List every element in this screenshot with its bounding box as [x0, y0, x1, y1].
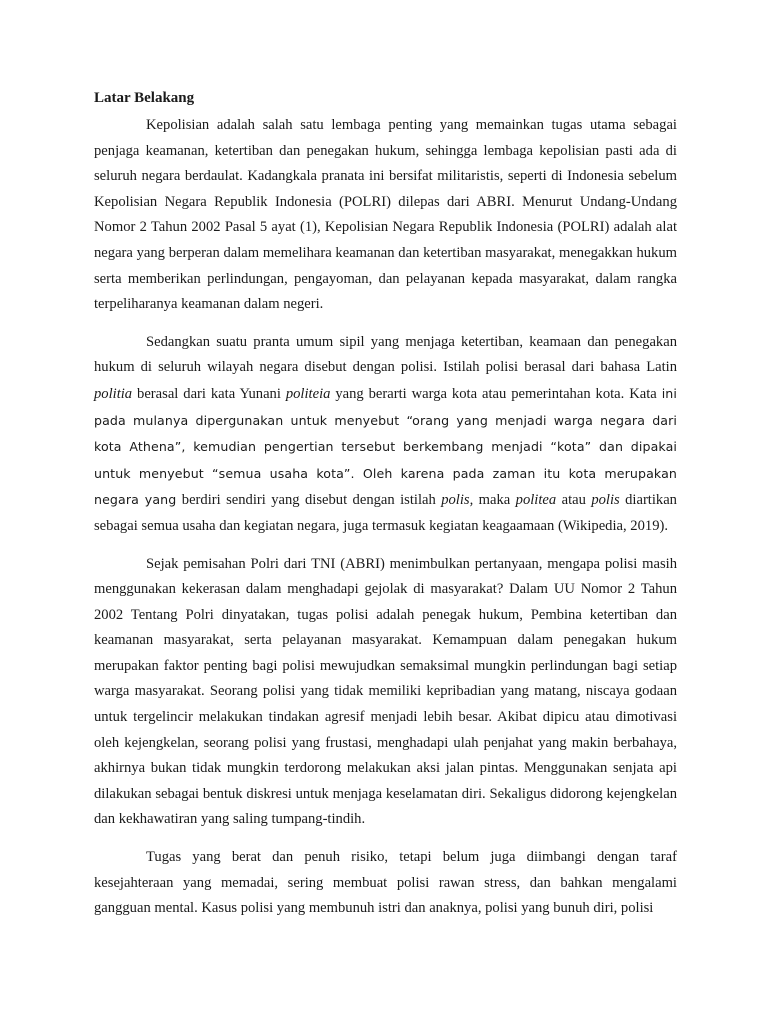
paragraph-2-text-2: berasal dari kata Yunani [132, 385, 286, 402]
paragraph-2 [94, 330, 677, 540]
paragraph-3: Sejak pemisahan Polri dari TNI (ABRI) menimbulkan pertanyaan, mengapa polisi masih menggunakan kekerasan dalam menghadapi gejolak di masyarakat? Dalam UU Nomor 2 Tahun 2002 Tentang Polri dinyatakan, tugas polisi adalah penegak hukum, Pembina ketertiban dan keamanan masyarakat, serta pelayanan masyarakat. Kemampuan dalam penegakan hukum merupakan faktor penting bagi polisi mewujudkan semaksimal mungkin perlindungan bagi setiap warga masyarakat. Seorang polisi yang tidak memiliki kepribadian yang matang, niscaya godaan untuk tergelincir melakukan tindakan agresif menjadi lebih besar. Akibat dipicu atau dimotivasi oleh kejengkelan, seorang polisi yang frustasi, menghadapi ulah penjahat yang makin berbahaya, akhirnya bukan tidak mungkin terdorong melakukan aksi jalan pintas. Menggunakan senjata api dilakukan sebagai bentuk diskresi untuk menjaga keselamatan diri. Sekaligus didorong kejengkelan dan kekhawatiran yang saling tumpang-tindih. [94, 555, 677, 828]
paragraph-2-text-6: maka [473, 492, 516, 509]
paragraph-4: Tugas yang berat dan penuh risiko, tetapi belum juga diimbangi dengan taraf kesejahteraan yang memadai, sering membuat polisi rawan stress, dan bahkan mengalami gangguan mental. Kasus polisi yang membunuh istri dan anaknya, polisi yang bunuh diri, polisi [94, 849, 677, 917]
italic-term-polis-2: polis [591, 492, 620, 509]
paragraph-2-text-1: Sedangkan suatu pranta umum sipil yang menjaga ketertiban, keamaan dan penegakan hukum di seluruh wilayah negara disebut dengan polisi. Istilah polisi berasal dari bahasa Latin [94, 333, 677, 376]
paragraph-2-text-7: atau [556, 492, 592, 509]
paragraph-2-text-4: ini pada mulanya dipergunakan untuk menyebut “orang yang menjadi warga negara dari kota Athena”, kemudian pengertian tersebut berkembang menjadi “kota” dan dipakai untuk menyebut “semua usaha kota”. Oleh karena pada zaman itu kota merupakan negara yang [94, 385, 677, 508]
italic-term-politia: politia [94, 385, 133, 402]
paragraph-1: Kepolisian adalah salah satu lembaga penting yang memainkan tugas utama sebagai penjaga keamanan, ketertiban dan penegakan hukum, sehingga lembaga kepolisian pasti ada di seluruh negara berdaulat. Kadangkala pranata ini bersifat militaristis, seperti di Indonesia sebelum Kepolisian Negara Republik Indonesia (POLRI) dilepas dari ABRI. Menurut Undang-Undang Nomor 2 Tahun 2002 Pasal 5 ayat (1), Kepolisian Negara Republik Indonesia (POLRI) adalah alat negara yang berperan dalam memelihara keamanan dan ketertiban masyarakat, menegakkan hukum serta memberikan perlindungan, pengayoman, dan pelayanan kepada masyarakat, dalam rangka terpeliharanya keamanan dalam negeri. [94, 117, 677, 313]
paragraph-2-text-5: berdiri sendiri yang disebut dengan istilah [176, 492, 442, 509]
italic-term-politeia: politeia [285, 385, 331, 402]
italic-term-polis-1: polis, [441, 492, 474, 509]
italic-term-politea: politea [515, 492, 557, 509]
paragraph-2-text-8: diartikan sebagai semua usaha dan kegiatan negara, juga termasuk kegiatan keagaamaan (Wikipedia, 2019). [94, 492, 677, 534]
section-heading: Latar Belakang [94, 90, 195, 106]
paragraph-2-text-3: yang berarti warga kota atau pemerintahan kota. Kata [330, 385, 662, 402]
